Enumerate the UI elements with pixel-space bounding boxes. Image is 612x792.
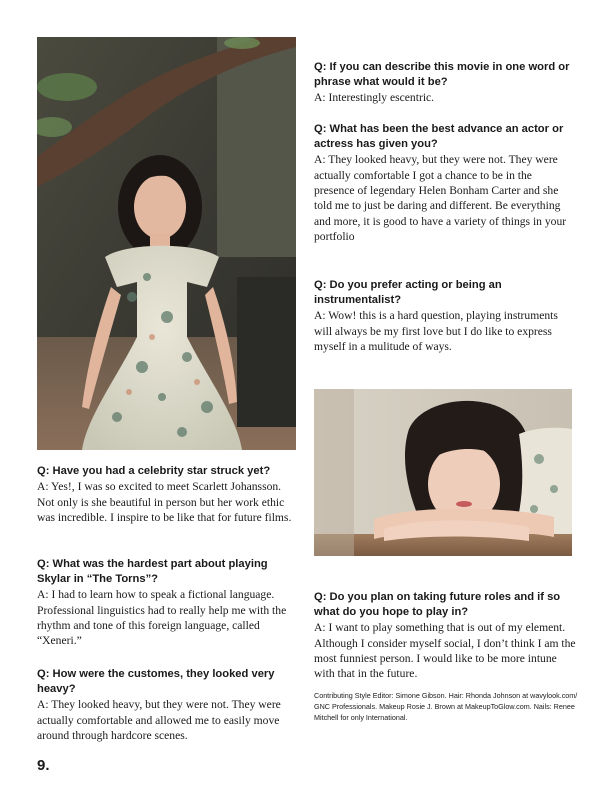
qa-block (37, 464, 297, 525)
answer: A: I want to play something that is out of my element. Although I consider myself social, I don’t think I am the most funniest person. I would like to be more intune with that in the future. (314, 621, 576, 681)
page-number: 9. (37, 757, 50, 774)
answer: A: Wow! this is a hard question, playing instruments will always be my first love but I do like to express myself in a mulitude of ways. (314, 309, 558, 353)
qa-block (314, 590, 576, 682)
photo-credits: Contributing Style Editor: Simone Gibson. Hair: Rhonda Johnson at wavylook.com/ GNC Professionals. Makeup Rosie J. Brown at MakeupToGlow.com. Nails: Renee Mitchell for only International. (314, 691, 578, 723)
question: Q: If you can describe this movie in one word or phrase what would it be? (314, 61, 570, 89)
portrait-photo-resting (314, 389, 572, 556)
question: Q: How were the customes, they looked very heavy? (37, 668, 275, 696)
answer: A: They looked heavy, but they were not. They were actually comfortable and allowed me to easily move around through hardcore scenes. (37, 698, 281, 742)
question: Q: Do you prefer acting or being an instrumentalist? (314, 279, 502, 307)
qa-block (37, 667, 297, 743)
question: Q: What has been the best advance an actor or actress has given you? (314, 123, 564, 151)
qa-block (314, 122, 574, 244)
qa-block (37, 557, 297, 649)
question: Q: Do you plan on taking future roles and if so what do you hope to play in? (314, 591, 561, 619)
question: Q: What was the hardest part about playing Skylar in “The Torns”? (37, 558, 268, 586)
answer: A: I had to learn how to speak a fictional language. Professional linguistics had to really help me with the rhythm and tone of this foreign language, called “Xeneri.” (37, 588, 287, 648)
answer: A: Yes!, I was so excited to meet Scarlett Johansson. Not only is she beautiful in person but her work ethic was incredible. I inspire to be like that for future films. (37, 480, 292, 524)
answer: A: They looked heavy, but they were not. They were actually comfortable I got a chance to be in the presence of legendary Helen Bonham Carter and she told me to just be daring and different. Be everything and more, it is good to have a variety of things in your portfolio (314, 153, 567, 243)
question: Q: Have you had a celebrity star struck yet? (37, 465, 271, 477)
portrait-photo-standing (37, 37, 296, 450)
qa-block (314, 278, 574, 354)
qa-block (314, 60, 574, 106)
answer: A: Interestingly escentric. (314, 91, 435, 105)
